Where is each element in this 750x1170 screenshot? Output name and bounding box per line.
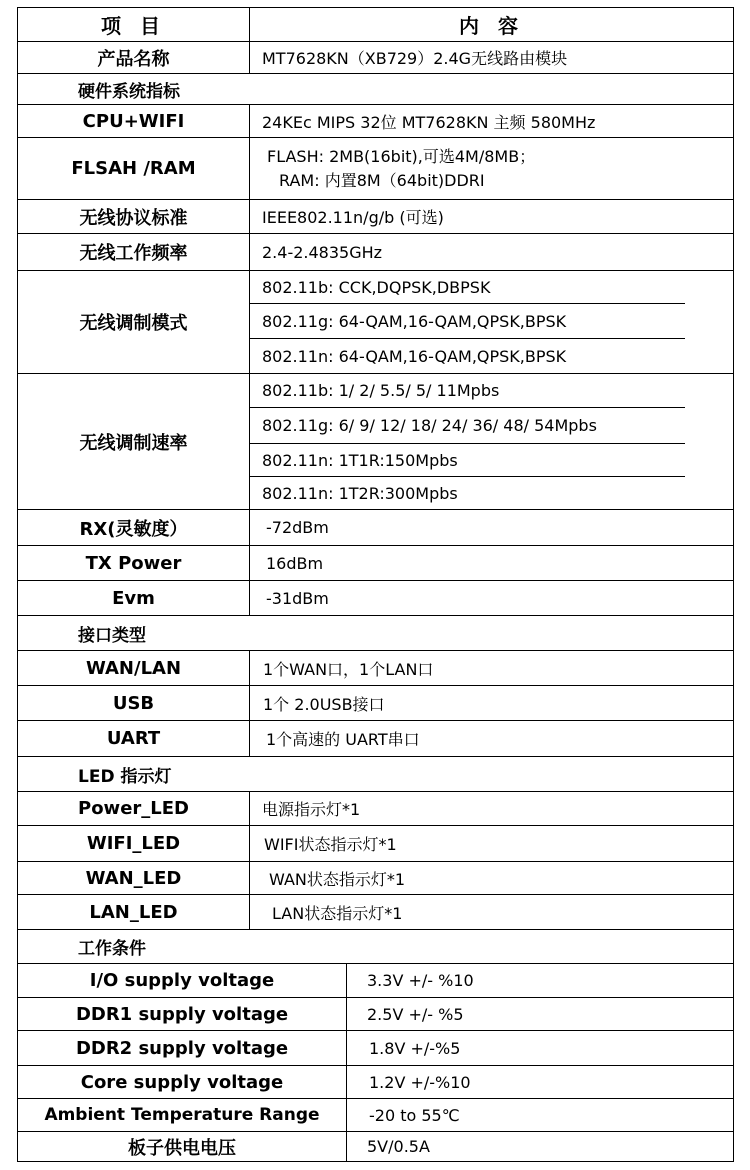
wan-lan-value: 1个WAN口，1个LAN口 (263, 659, 434, 679)
power-led-value: 电源指示灯*1 (262, 800, 361, 819)
tx-value: 16dBm (266, 553, 324, 573)
rx-label: RX(灵敏度） (79, 518, 188, 540)
ddr2-voltage-value: 1.8V +/-%5 (369, 1038, 461, 1058)
section-led: LED 指示灯 (78, 766, 172, 787)
rate-item: 802.11n: 1T2R:300Mpbs (262, 483, 458, 503)
rate-label: 无线调制速率 (79, 432, 188, 454)
wifi-led-value: WIFI状态指示灯*1 (264, 835, 397, 854)
cpu-label: CPU+WIFI (82, 110, 185, 132)
standard-value: IEEE802.11n/g/b (可选) (262, 208, 444, 227)
frequency-value: 2.4-2.4835GHz (262, 242, 383, 262)
modulation-item: 802.11n: 64-QAM,16-QAM,QPSK,BPSK (262, 346, 567, 366)
modulation-item: 802.11g: 64-QAM,16-QAM,QPSK,BPSK (262, 311, 567, 331)
ddr2-voltage-label: DDR2 supply voltage (75, 1037, 289, 1059)
standard-label: 无线协议标准 (79, 207, 188, 229)
wifi-led-label: WIFI_LED (86, 833, 181, 854)
uart-value: 1个高速的 UART串口 (266, 730, 420, 749)
wan-lan-label: WAN/LAN (85, 657, 182, 679)
flash-line: FLASH: 2MB(16bit),可选4M/8MB； (267, 146, 536, 166)
tx-label: TX Power (85, 552, 182, 574)
rate-item: 802.11b: 1/ 2/ 5.5/ 5/ 11Mpbs (262, 381, 500, 400)
rate-item: 802.11g: 6/ 9/ 12/ 18/ 24/ 36/ 48/ 54Mpbs (262, 416, 597, 435)
memory-label: FLSAH /RAM (71, 158, 196, 179)
temperature-label: Ambient Temperature Range (44, 1105, 320, 1125)
usb-value: 1个 2.0USB接口 (263, 694, 385, 714)
spec-table (17, 7, 734, 1162)
evm-label: Evm (112, 587, 155, 609)
temperature-value: -20 to 55℃ (369, 1105, 460, 1125)
io-voltage-value: 3.3V +/- %10 (367, 971, 474, 990)
supply-voltage-label: 板子供电电压 (128, 1137, 236, 1159)
modulation-label: 无线调制模式 (79, 313, 188, 334)
product-value: MT7628KN（XB729）2.4G无线路由模块 (262, 49, 568, 68)
lan-led-value: LAN状态指示灯*1 (272, 903, 403, 923)
power-led-label: Power_LED (78, 798, 189, 819)
supply-voltage-value: 5V/0.5A (367, 1137, 430, 1156)
wan-led-value: WAN状态指示灯*1 (269, 869, 406, 889)
header-item: 项 目 (101, 14, 166, 38)
section-interface: 接口类型 (78, 625, 146, 646)
modulation-item: 802.11b: CCK,DQPSK,DBPSK (262, 277, 491, 297)
usb-label: USB (112, 692, 155, 714)
rate-item: 802.11n: 1T1R:150Mpbs (262, 450, 458, 470)
wan-led-label: WAN_LED (85, 867, 182, 889)
ddr1-voltage-value: 2.5V +/- %5 (367, 1004, 464, 1024)
memory-value (250, 138, 733, 199)
io-voltage-label: I/O supply voltage (89, 970, 275, 991)
lan-led-label: LAN_LED (89, 901, 178, 923)
core-voltage-value: 1.2V +/-%10 (369, 1072, 471, 1092)
rx-value: -72dBm (266, 518, 329, 537)
product-label: 产品名称 (97, 48, 170, 70)
section-conditions: 工作条件 (78, 939, 146, 959)
section-hardware: 硬件系统指标 (78, 81, 180, 102)
evm-value: -31dBm (266, 588, 329, 608)
core-voltage-label: Core supply voltage (80, 1071, 284, 1093)
uart-label: UART (106, 728, 161, 749)
ram-line: RAM: 内置8M（64bit)DDRI (279, 170, 485, 190)
frequency-label: 无线工作频率 (79, 243, 188, 264)
ddr1-voltage-label: DDR1 supply voltage (75, 1003, 289, 1025)
cpu-value: 24KEc MIPS 32位 MT7628KN 主频 580MHz (262, 112, 596, 132)
header-content: 内 容 (459, 14, 524, 38)
